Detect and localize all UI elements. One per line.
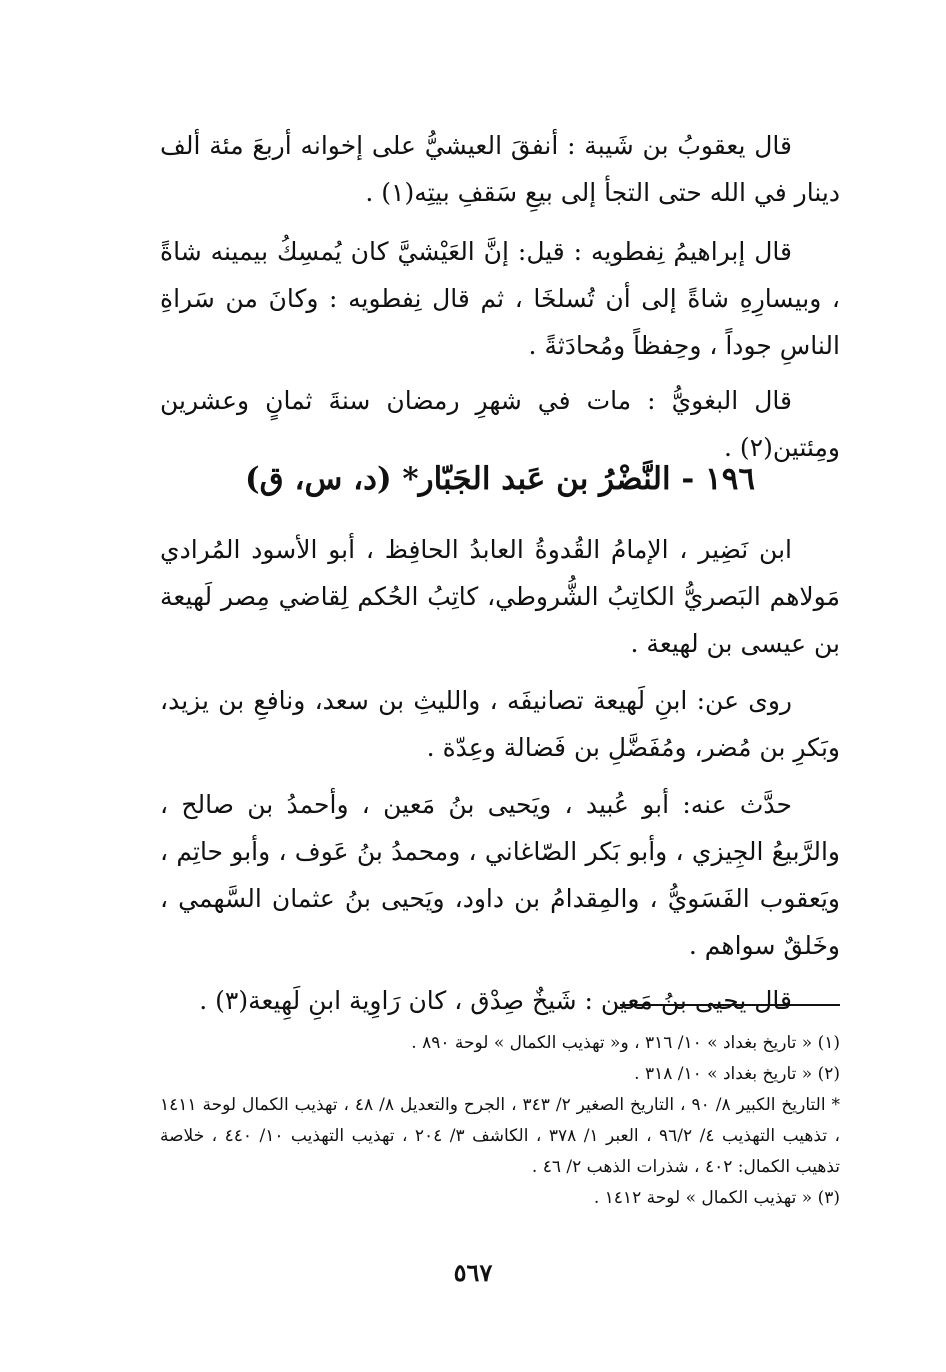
footnote-2: (٢) « تاريخ بغداد » ١٠/ ٣١٨ . [634, 1064, 840, 1084]
footnote-divider [620, 1004, 840, 1006]
paragraph-ibrahim-niftawayh: قال إبراهيمُ نِفطويه : قيل: إنَّ العَيْشيَّ كان يُمسِكُ بيمينه شاةً ، وبيسارِهِ شاةً إلى أن تُسلخَا ، ثم قال نِفطويه : وكانَ من سَراةِ الناسِ جوداً ، وحِفظاً ومُحادَثةً . [160, 237, 840, 360]
footnote-3: (٣) « تهذيب الكمال » لوحة ١٤١٢ . [593, 1188, 840, 1208]
paragraph-lineage: ابن نَضِير ، الإمامُ القُدوةُ العابدُ الحافِظ ، أبو الأسود المُرادي مَولاهم البَصريُّ الكاتِبُ الشُّروطي، كاتِبُ الحُكم لِقاضي مِصر لَهيعة بن عيسى بن لهيعة . [160, 535, 840, 658]
paragraph-yahya-ibn-main: قال يحيى بنُ مَعين : شَيخٌ صِدْق ، كان رَاوِية ابنِ لَهِيعة(٣) . [199, 986, 792, 1015]
entry-heading: ١٩٦ - النَّضْرُ بن عَبد الجَبّار* (د، س، ق) [244, 461, 755, 497]
page-number: ٥٦٧ [453, 1258, 493, 1287]
paragraph-yaqub-ibn-shayba: قال يعقوبُ بن شَيبة : أنفقَ العيشيُّ على إخوانه أربعَ مئة ألف دينار في الله حتى التجأ إلى بيعِ سَقفِ بيتِه(١) . [160, 131, 840, 207]
paragraph-narrated-by: حدَّث عنه: أبو عُبيد ، ويَحيى بنُ مَعين ، وأحمدُ بن صالح ، والرَّبيعُ الجِيزي ، وأبو بَكر الصّاغاني ، ومحمدُ بنُ عَوف ، وأبو حاتِم ، ويَعقوب الفَسَويُّ ، والمِقدامُ بن داود، ويَحيى بنُ عثمان السَّهمي ، وخَلقٌ سواهم . [160, 790, 840, 960]
biography-continuation [160, 122, 840, 471]
footnote-1: (١) « تاريخ بغداد » ١٠/ ٣١٦ ، و« تهذيب الكمال » لوحة ٨٩٠ . [411, 1033, 840, 1053]
paragraph-narrated-from: روى عن: ابنِ لَهيعة تصانيفَه ، والليثِ بن سعد، ونافعِ بن يزيد، وبَكرِ بن مُضر، ومُفَضَّلِ بن فَضالة وعِدّة . [160, 686, 840, 762]
biography-entry [160, 526, 840, 1024]
footnotes [160, 1028, 840, 1214]
paragraph-al-baghawi: قال البغويُّ : مات في شهرِ رمضان سنةَ ثمانٍ وعشرين ومِئتين(٢) . [160, 386, 840, 462]
footnote-sources: * التاريخ الكبير ٨/ ٩٠ ، التاريخ الصغير ٢/ ٣٤٣ ، الجرح والتعديل ٨/ ٤٨ ، تهذيب الكمال لوحة ١٤١١ ، تذهيب التهذيب ٤/ ٩٦/٢ ، العبر ١/ ٣٧٨ ، الكاشف ٣/ ٢٠٤ ، تهذيب التهذيب ١٠/ ٤٤٠ ، خلاصة تذهيب الكمال: ٤٠٢ ، شذرات الذهب ٢/ ٤٦ . [160, 1095, 840, 1177]
